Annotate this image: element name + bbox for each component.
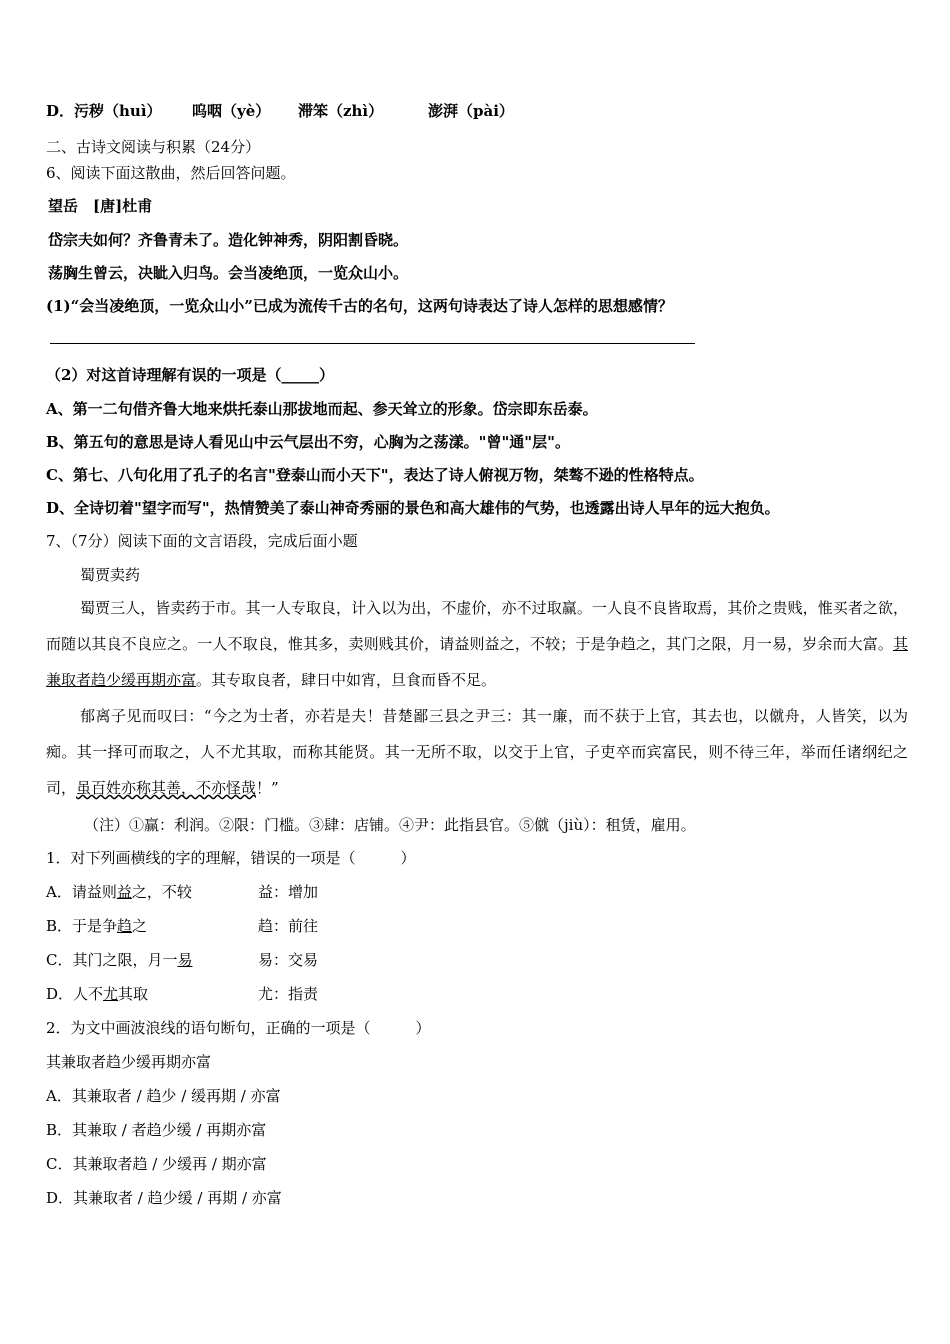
option-item-1: 污秽（huì） [74,102,162,120]
q7-2-option-a: A．其兼取者 / 趋少 / 缓再期 / 亦富 [46,1087,281,1105]
answer-line[interactable] [50,343,695,344]
passage-note: （注）①赢：利润。②限：门槛。③肆：店铺。④尹：此指县官。⑤僦（jiù）：租赁，雇用。 [84,816,696,834]
q7-1-option-d: D．人不尤其取 尤：指责 [46,985,319,1003]
top-option-row [46,101,514,121]
passage-paragraph-1 [46,590,908,698]
q6-option-d: D、全诗切着"望字而写"，热情赞美了泰山神奇秀丽的景色和高大雄伟的气势，也透露出诗人早年的远大抱负。 [46,499,780,517]
option-item-3: 滞笨（zhì） [298,102,384,120]
q7-1-option-b: B．于是争趋之 趋：前往 [46,917,319,935]
q6-intro: 6、阅读下面这散曲，然后回答问题。 [46,164,296,182]
option-label: D． [46,102,75,120]
q7-intro: 7、（7分）阅读下面的文言语段，完成后面小题 [46,532,358,550]
q6-option-a: A、第一二句借齐鲁大地来烘托泰山那拔地而起、参天耸立的形象。岱宗即东岳泰。 [46,400,598,418]
poem-title: 望岳 [唐]杜甫 [48,197,153,215]
para2-text-end: ！” [256,779,279,797]
q6-sub2: （2）对这首诗理解有误的一项是（_____） [46,366,334,384]
q6-option-b: B、第五句的意思是诗人看见山中云气层出不穷，心胸为之荡漾。"曾"通"层"。 [46,433,570,451]
poem-line-1: 岱宗夫如何？齐鲁青未了。造化钟神秀，阴阳割昏晓。 [48,231,409,249]
q7-2-sentence: 其兼取者趋少缓再期亦富 [46,1053,212,1071]
option-item-2: 呜咽（yè） [192,102,271,120]
para2-text: 郁离子见而叹曰：“今之为士者，亦若是夫！昔楚鄙三县之尹三：其一廉，而不获于上官，其去也，以僦舟，人皆笑，以为痴。其一择可而取之，人不尤其取，而称其能贤。其一无所不取，以交于上官，子吏卒而宾富民，则不待三年，举而任诸纲纪之司， [46,707,908,797]
passage-title: 蜀贾卖药 [80,566,141,584]
para1-text-end: 。其专取良者，肆日中如宵，旦食而昏不足。 [196,671,497,689]
q7-1-stem: 1．对下列画横线的字的理解，错误的一项是（ ） [46,849,416,867]
q6-sub1: (1)“会当凌绝顶，一览众山小”已成为流传千古的名句，这两句诗表达了诗人怎样的思想感情？ [46,297,673,315]
para1-text: 蜀贾三人，皆卖药于市。其一人专取良，计入以为出，不虚价，亦不过取赢。一人良不良皆取焉，其价之贵贱，惟买者之欲，而随以其良不良应之。一人不取良，惟其多，卖则贱其价，请益则益之，不较；于是争趋之，其门之限，月一易，岁余而大富。 [46,599,908,653]
q7-2-stem: 2．为文中画波浪线的语句断句，正确的一项是（ ） [46,1019,431,1037]
para1-underlined: 其兼取者趋少缓再期亦富 [46,635,908,689]
passage-paragraph-2 [46,698,908,806]
q6-option-c: C、第七、八句化用了孔子的名言"登泰山而小天下"，表达了诗人俯视万物，桀骜不逊的性格特点。 [46,466,704,484]
q7-1-option-a: A．请益则益之，不较 益：增加 [46,883,319,901]
para2-wavy: 虽百姓亦称其善，不亦怪哉 [76,779,257,797]
poem-line-2: 荡胸生曾云，决眦入归鸟。会当凌绝顶，一览众山小。 [48,264,409,282]
q7-2-option-c: C．其兼取者趋 / 少缓再 / 期亦富 [46,1155,267,1173]
q7-1-option-c: C．其门之限，月一易 易：交易 [46,951,319,969]
option-item-4: 澎湃（pài） [428,102,514,120]
section-heading: 二、古诗文阅读与积累（24分） [46,138,261,156]
q7-2-option-b: B．其兼取 / 者趋少缓 / 再期亦富 [46,1121,267,1139]
q7-2-option-d: D．其兼取者 / 趋少缓 / 再期 / 亦富 [46,1189,282,1207]
